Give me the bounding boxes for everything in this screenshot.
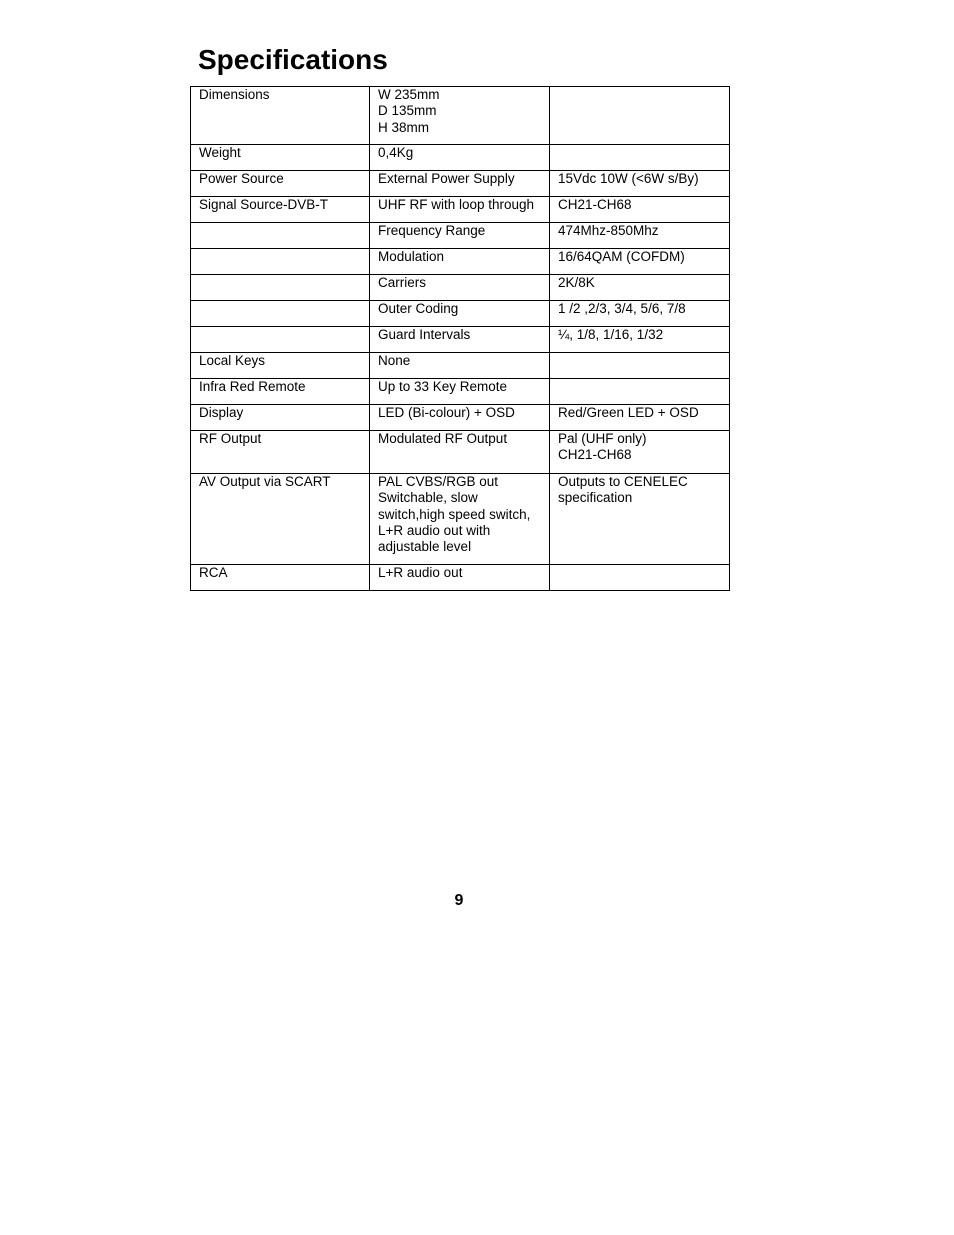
table-cell: Display — [191, 405, 370, 431]
table-row — [191, 275, 730, 301]
table-cell: Modulation — [370, 249, 550, 275]
table-row — [191, 145, 730, 171]
table-cell: 1 /2 ,2/3, 3/4, 5/6, 7/8 — [550, 301, 730, 327]
table-cell — [550, 353, 730, 379]
table-cell — [191, 301, 370, 327]
table-cell: Dimensions — [191, 87, 370, 145]
table-cell: PAL CVBS/RGB out Switchable, slow switch,high speed switch, L+R audio out with adjustable level — [370, 474, 550, 565]
table-cell: Weight — [191, 145, 370, 171]
table-cell: ¼, 1/8, 1/16, 1/32 — [550, 327, 730, 353]
table-row — [191, 474, 730, 565]
table-cell: Local Keys — [191, 353, 370, 379]
table-row — [191, 223, 730, 249]
table-cell: Pal (UHF only) CH21-CH68 — [550, 431, 730, 474]
table-cell: AV Output via SCART — [191, 474, 370, 565]
table-cell: 474Mhz-850Mhz — [550, 223, 730, 249]
table-cell: Modulated RF Output — [370, 431, 550, 474]
table-row — [191, 565, 730, 591]
table-cell: Red/Green LED + OSD — [550, 405, 730, 431]
table-cell — [550, 565, 730, 591]
table-cell: 15Vdc 10W (<6W s/By) — [550, 171, 730, 197]
table-cell — [191, 223, 370, 249]
table-row — [191, 87, 730, 145]
table-cell — [191, 327, 370, 353]
table-cell: 2K/8K — [550, 275, 730, 301]
table-cell: Up to 33 Key Remote — [370, 379, 550, 405]
table-cell: Carriers — [370, 275, 550, 301]
table-cell — [191, 249, 370, 275]
table-cell: LED (Bi-colour) + OSD — [370, 405, 550, 431]
page-title: Specifications — [198, 44, 388, 75]
table-cell: L+R audio out — [370, 565, 550, 591]
table-cell — [550, 379, 730, 405]
table-cell: 16/64QAM (COFDM) — [550, 249, 730, 275]
table-row — [191, 405, 730, 431]
page-number: 9 — [454, 892, 464, 909]
table-row — [191, 301, 730, 327]
table-cell: External Power Supply — [370, 171, 550, 197]
table-cell — [191, 275, 370, 301]
table-cell: RCA — [191, 565, 370, 591]
specifications-table — [190, 86, 730, 591]
table-cell: UHF RF with loop through — [370, 197, 550, 223]
table-cell: CH21-CH68 — [550, 197, 730, 223]
table-cell — [550, 87, 730, 145]
table-cell: Outputs to CENELEC specification — [550, 474, 730, 565]
table-cell: W 235mm D 135mm H 38mm — [370, 87, 550, 145]
table-row — [191, 431, 730, 474]
table-row — [191, 327, 730, 353]
table-cell: None — [370, 353, 550, 379]
table-cell: RF Output — [191, 431, 370, 474]
table-cell: 0,4Kg — [370, 145, 550, 171]
table-cell — [550, 145, 730, 171]
table-cell: Infra Red Remote — [191, 379, 370, 405]
table-cell: Outer Coding — [370, 301, 550, 327]
table-cell: Guard Intervals — [370, 327, 550, 353]
table-cell: Frequency Range — [370, 223, 550, 249]
table-cell: Power Source — [191, 171, 370, 197]
table-row — [191, 353, 730, 379]
table-row — [191, 379, 730, 405]
table-cell: Signal Source-DVB-T — [191, 197, 370, 223]
table-row — [191, 249, 730, 275]
table-row — [191, 197, 730, 223]
table-row — [191, 171, 730, 197]
